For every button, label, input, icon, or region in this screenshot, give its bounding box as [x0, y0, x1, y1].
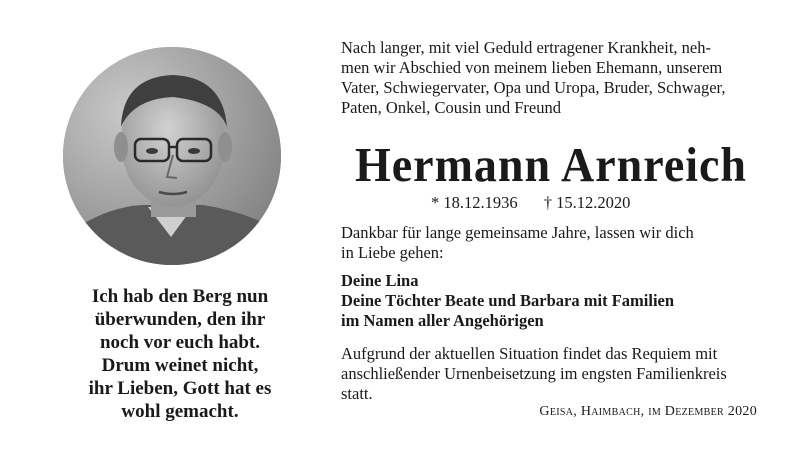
intro-line: Nach langer, mit viel Geduld ertragener Krankheit, neh- — [341, 38, 711, 57]
notice-line: statt. — [341, 384, 373, 403]
death-date: † 15.12.2020 — [543, 193, 631, 212]
intro-line: Vater, Schwiegervater, Opa und Uropa, Bruder, Schwager, — [341, 78, 726, 97]
verse-line: noch vor euch habt. — [99, 332, 261, 353]
verse-line: Drum weinet nicht, — [101, 355, 259, 376]
deceased-name: Hermann Arnreich — [354, 137, 748, 192]
thanks-line: in Liebe gehen: — [341, 243, 444, 262]
mourner-line: Deine Lina — [341, 271, 419, 290]
birth-date: * 18.12.1936 — [431, 193, 518, 212]
thanks-line: Dankbar für lange gemeinsame Jahre, lassen wir dich — [341, 223, 694, 242]
mourner-line: im Namen aller Angehörigen — [341, 311, 544, 330]
memorial-verse — [40, 285, 320, 423]
verse-line: Ich hab den Berg nun — [91, 286, 269, 307]
intro-line: Paten, Onkel, Cousin und Freund — [341, 98, 561, 117]
notice-line: Aufgrund der aktuellen Situation findet das Requiem mit — [341, 344, 718, 363]
portrait-photo — [63, 47, 281, 265]
announcement-text — [341, 38, 771, 419]
verse-line: wohl gemacht. — [121, 401, 239, 422]
verse-line: ihr Lieben, Gott hat es — [88, 378, 272, 399]
intro-line: men wir Abschied von meinem lieben Ehemann, unserem — [341, 58, 723, 77]
intro-paragraph — [341, 38, 771, 118]
life-dates — [431, 193, 652, 213]
mourners-list — [341, 271, 771, 331]
mourner-line: Deine Töchter Beate und Barbara mit Familien — [341, 291, 675, 310]
thanks-paragraph — [341, 223, 771, 263]
verse-line: überwunden, den ihr — [94, 309, 266, 330]
requiem-notice — [341, 344, 771, 404]
notice-line: anschließender Urnenbeisetzung im engsten Familienkreis — [341, 364, 727, 383]
place-and-date: Geisa, Haimbach, im Dezember 2020 — [539, 404, 757, 419]
